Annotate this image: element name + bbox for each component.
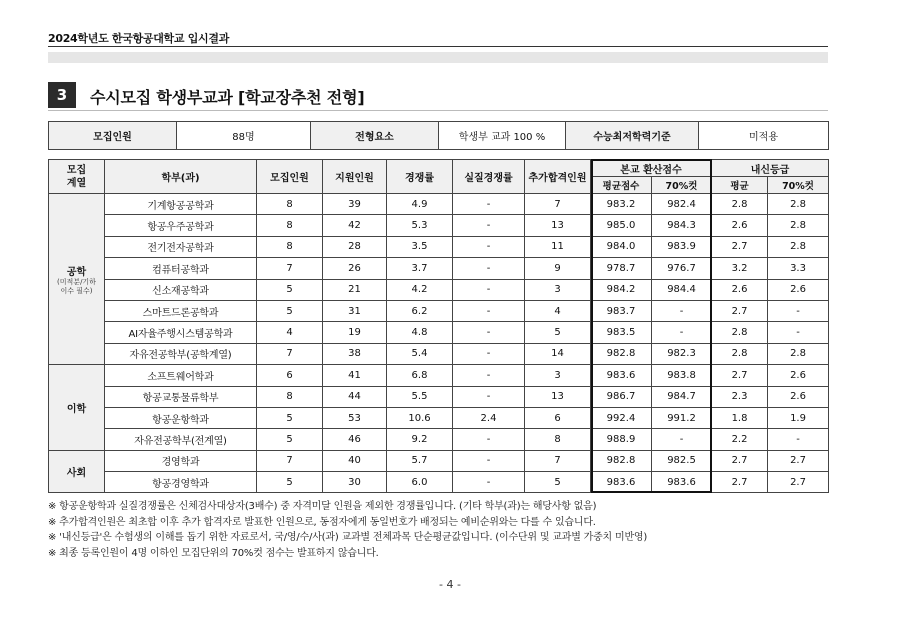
table-row [49, 279, 829, 300]
cell-quota: 8 [257, 236, 323, 257]
cell-ratio: 4.2 [387, 279, 453, 300]
cell-ratio: 5.5 [387, 386, 453, 407]
cell-grade-70: - [768, 322, 829, 343]
cell-ratio: 3.5 [387, 236, 453, 257]
group-note: (미적분/기하 이수 필수) [57, 277, 96, 295]
admission-info-table [48, 121, 829, 150]
cell-actual: - [453, 429, 525, 450]
cell-score-avg: 983.7 [591, 300, 652, 321]
cell-applicants: 41 [323, 365, 387, 386]
cell-dept: 자유전공학부(공학계열) [105, 343, 257, 364]
header-divider [48, 46, 828, 47]
table-row [49, 343, 829, 364]
cell-ratio: 3.7 [387, 258, 453, 279]
cell-score-avg: 982.8 [591, 450, 652, 471]
cell-score-70: 984.4 [652, 279, 712, 300]
footnote-line: ※ '내신등급'은 수험생의 이해를 돕기 위한 자료로서, 국/영/수/사(과) 교과별 전체과목 단순평균값입니다. (이수단위 및 교과별 가중치 미반영) [48, 532, 648, 543]
cell-dept: 컴퓨터공학과 [105, 258, 257, 279]
cell-grade-70: - [768, 300, 829, 321]
header-extra: 추가합격인원 [525, 160, 591, 194]
cell-grade-avg: 2.8 [712, 322, 768, 343]
cell-grade-70: 2.8 [768, 236, 829, 257]
group-cell [49, 365, 105, 451]
cell-applicants: 26 [323, 258, 387, 279]
footnote-line: ※ 추가합격인원은 최초합 이후 추가 합격자로 발표한 인원으로, 동점자에게 동일번호가 배정되는 예비순위와는 다를 수 있습니다. [48, 516, 596, 528]
table-row [49, 300, 829, 321]
cell-extra: 13 [525, 215, 591, 236]
cell-dept: 항공경영학과 [105, 472, 257, 493]
recruit-value: 88명 [177, 122, 311, 150]
cell-grade-70: 2.8 [768, 194, 829, 215]
cell-score-70: - [652, 429, 712, 450]
header-group: 모집 계열 [49, 160, 105, 194]
cell-applicants: 30 [323, 472, 387, 493]
cell-applicants: 21 [323, 279, 387, 300]
cell-extra: 7 [525, 194, 591, 215]
cell-extra: 3 [525, 365, 591, 386]
cell-score-70: 982.4 [652, 194, 712, 215]
cell-actual: - [453, 215, 525, 236]
group-name: 사회 [66, 468, 87, 480]
cell-actual: - [453, 258, 525, 279]
cell-grade-avg: 2.8 [712, 194, 768, 215]
cell-score-70: 976.7 [652, 258, 712, 279]
cell-score-70: 991.2 [652, 407, 712, 428]
cell-extra: 3 [525, 279, 591, 300]
cell-applicants: 42 [323, 215, 387, 236]
cell-ratio: 6.0 [387, 472, 453, 493]
section-divider [48, 110, 828, 111]
cell-ratio: 4.8 [387, 322, 453, 343]
cell-score-avg: 983.2 [591, 194, 652, 215]
cell-score-avg: 982.8 [591, 343, 652, 364]
cell-score-avg: 988.9 [591, 429, 652, 450]
cell-score-70: - [652, 300, 712, 321]
header-applicants: 지원인원 [323, 160, 387, 194]
cell-grade-avg: 2.8 [712, 343, 768, 364]
cell-actual: - [453, 194, 525, 215]
cell-score-70: 983.9 [652, 236, 712, 257]
group-name: 공학 [66, 266, 87, 278]
table-row [49, 450, 829, 471]
cell-score-avg: 984.0 [591, 236, 652, 257]
cell-score-avg: 986.7 [591, 386, 652, 407]
cell-grade-70: 2.8 [768, 215, 829, 236]
cell-quota: 5 [257, 429, 323, 450]
cell-quota: 8 [257, 215, 323, 236]
cell-extra: 8 [525, 429, 591, 450]
recruit-label: 모집인원 [49, 122, 177, 150]
section-number-badge: 3 [48, 82, 76, 108]
cell-quota: 5 [257, 300, 323, 321]
table-row [49, 365, 829, 386]
cell-score-70: 982.3 [652, 343, 712, 364]
cell-applicants: 39 [323, 194, 387, 215]
cell-dept: 기계항공공학과 [105, 194, 257, 215]
cell-dept: 스마트드론공학과 [105, 300, 257, 321]
cell-grade-70: 1.9 [768, 407, 829, 428]
cell-actual: - [453, 386, 525, 407]
cell-quota: 6 [257, 365, 323, 386]
cell-grade-70: 2.6 [768, 365, 829, 386]
table-row [49, 407, 829, 428]
cell-extra: 4 [525, 300, 591, 321]
header-quota: 모집인원 [257, 160, 323, 194]
section-title-block [48, 82, 828, 108]
cell-ratio: 10.6 [387, 407, 453, 428]
group-cell [49, 450, 105, 493]
cell-extra: 13 [525, 386, 591, 407]
cell-quota: 5 [257, 407, 323, 428]
cell-grade-avg: 2.3 [712, 386, 768, 407]
cell-score-avg: 984.2 [591, 279, 652, 300]
cell-dept: 소프트웨어학과 [105, 365, 257, 386]
cell-quota: 7 [257, 343, 323, 364]
cell-ratio: 5.3 [387, 215, 453, 236]
document-header-title: 2024학년도 한국항공대학교 입시결과 [48, 32, 230, 45]
cell-score-avg: 983.5 [591, 322, 652, 343]
table-row [49, 236, 829, 257]
cell-quota: 8 [257, 194, 323, 215]
cell-score-70: 984.7 [652, 386, 712, 407]
cell-extra: 7 [525, 450, 591, 471]
cell-grade-avg: 2.7 [712, 236, 768, 257]
cell-actual: - [453, 300, 525, 321]
cell-grade-avg: 2.6 [712, 215, 768, 236]
header-score-70: 70%컷 [652, 177, 712, 194]
cell-dept: 항공우주공학과 [105, 215, 257, 236]
cell-score-avg: 992.4 [591, 407, 652, 428]
cell-score-70: 983.8 [652, 365, 712, 386]
cell-dept: 항공교통물류학부 [105, 386, 257, 407]
header-score-group: 본교 환산점수 [591, 160, 712, 177]
cell-grade-70: - [768, 429, 829, 450]
results-table [48, 159, 829, 493]
table-row [49, 194, 829, 215]
cell-applicants: 28 [323, 236, 387, 257]
header-ratio: 경쟁률 [387, 160, 453, 194]
element-value: 학생부 교과 100 % [439, 122, 566, 150]
results-table-body [49, 194, 829, 493]
cell-grade-70: 2.6 [768, 386, 829, 407]
cell-ratio: 4.9 [387, 194, 453, 215]
cell-actual: - [453, 472, 525, 493]
cell-grade-70: 2.7 [768, 450, 829, 471]
header-actual-ratio: 실질경쟁률 [453, 160, 525, 194]
cell-score-avg: 983.6 [591, 365, 652, 386]
cell-dept: AI자율주행시스템공학과 [105, 322, 257, 343]
cell-grade-70: 2.6 [768, 279, 829, 300]
footnote-line: ※ 항공운항학과 실질경쟁률은 신체검사대상자(3배수) 중 자격미달 인원을 제외한 경쟁률입니다. (기타 학부(과)는 해당사항 없음) [48, 501, 597, 512]
csat-value: 미적용 [699, 122, 829, 150]
cell-extra: 11 [525, 236, 591, 257]
cell-actual: - [453, 450, 525, 471]
cell-grade-avg: 2.7 [712, 450, 768, 471]
cell-score-70: - [652, 322, 712, 343]
cell-grade-avg: 1.8 [712, 407, 768, 428]
cell-grade-avg: 2.7 [712, 472, 768, 493]
cell-ratio: 5.7 [387, 450, 453, 471]
cell-actual: - [453, 365, 525, 386]
cell-grade-70: 2.7 [768, 472, 829, 493]
cell-actual: - [453, 322, 525, 343]
cell-applicants: 38 [323, 343, 387, 364]
header-gray-band [48, 52, 828, 63]
table-row [49, 429, 829, 450]
cell-grade-70: 3.3 [768, 258, 829, 279]
csat-label: 수능최저학력기준 [566, 122, 699, 150]
cell-dept: 자유전공학부(전계열) [105, 429, 257, 450]
cell-extra: 9 [525, 258, 591, 279]
cell-grade-avg: 2.2 [712, 429, 768, 450]
cell-dept: 경영학과 [105, 450, 257, 471]
cell-grade-70: 2.8 [768, 343, 829, 364]
cell-quota: 7 [257, 450, 323, 471]
cell-quota: 8 [257, 386, 323, 407]
table-row [49, 258, 829, 279]
cell-grade-avg: 2.6 [712, 279, 768, 300]
cell-grade-avg: 2.7 [712, 365, 768, 386]
cell-quota: 4 [257, 322, 323, 343]
cell-score-70: 984.3 [652, 215, 712, 236]
cell-extra: 14 [525, 343, 591, 364]
cell-applicants: 44 [323, 386, 387, 407]
cell-score-avg: 983.6 [591, 472, 652, 493]
footnote-line: ※ 최종 등록인원이 4명 이하인 모집단위의 70%컷 점수는 발표하지 않습니다. [48, 547, 379, 559]
element-label: 전형요소 [311, 122, 439, 150]
cell-score-avg: 985.0 [591, 215, 652, 236]
cell-ratio: 9.2 [387, 429, 453, 450]
header-grade-group: 내신등급 [712, 160, 829, 177]
cell-quota: 7 [257, 258, 323, 279]
cell-extra: 5 [525, 472, 591, 493]
cell-score-70: 983.6 [652, 472, 712, 493]
group-name: 이학 [66, 403, 87, 415]
cell-dept: 전기전자공학과 [105, 236, 257, 257]
table-row [49, 386, 829, 407]
cell-dept: 신소재공학과 [105, 279, 257, 300]
cell-grade-avg: 2.7 [712, 300, 768, 321]
cell-score-avg: 978.7 [591, 258, 652, 279]
cell-applicants: 31 [323, 300, 387, 321]
cell-actual: 2.4 [453, 407, 525, 428]
cell-applicants: 46 [323, 429, 387, 450]
footnotes [48, 499, 838, 561]
header-score-avg: 평균점수 [591, 177, 652, 194]
cell-quota: 5 [257, 472, 323, 493]
group-cell [49, 194, 105, 365]
header-grade-70: 70%컷 [768, 177, 829, 194]
cell-ratio: 6.2 [387, 300, 453, 321]
cell-actual: - [453, 343, 525, 364]
cell-dept: 항공운항학과 [105, 407, 257, 428]
table-row [49, 322, 829, 343]
table-row [49, 472, 829, 493]
cell-extra: 5 [525, 322, 591, 343]
cell-ratio: 5.4 [387, 343, 453, 364]
cell-applicants: 40 [323, 450, 387, 471]
table-row [49, 215, 829, 236]
cell-extra: 6 [525, 407, 591, 428]
cell-actual: - [453, 236, 525, 257]
page-number: - 4 - [439, 578, 461, 591]
cell-applicants: 19 [323, 322, 387, 343]
section-title: 수시모집 학생부교과 [학교장추천 전형] [90, 88, 365, 107]
cell-applicants: 53 [323, 407, 387, 428]
cell-quota: 5 [257, 279, 323, 300]
header-grade-avg: 평균 [712, 177, 768, 194]
cell-ratio: 6.8 [387, 365, 453, 386]
header-dept: 학부(과) [105, 160, 257, 194]
cell-actual: - [453, 279, 525, 300]
cell-grade-avg: 3.2 [712, 258, 768, 279]
cell-score-70: 982.5 [652, 450, 712, 471]
